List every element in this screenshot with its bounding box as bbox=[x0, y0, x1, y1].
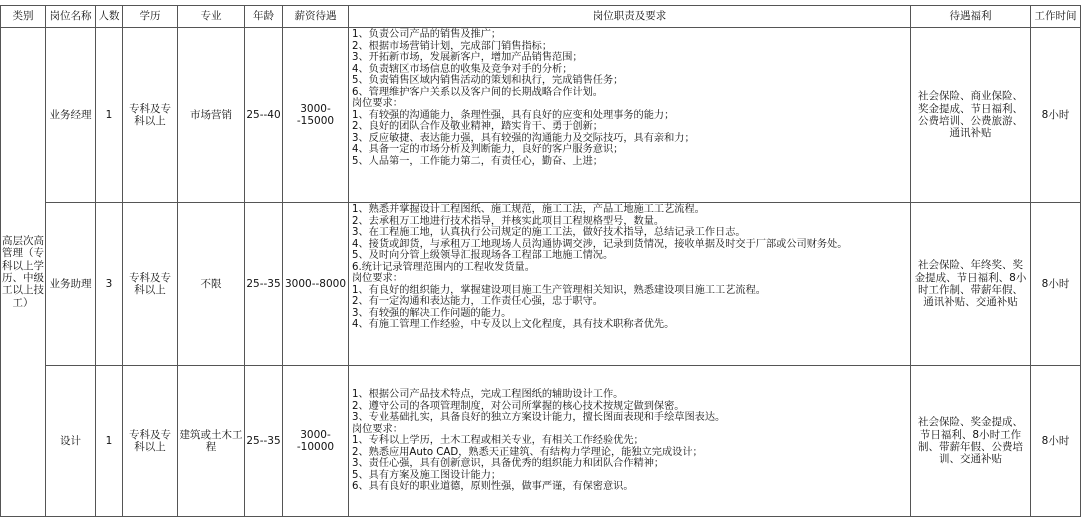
duty-line: 2、遵守公司的各项管理制度，对公司所掌握的核心技术按规定做到保密。 bbox=[352, 400, 685, 412]
duty-line: 1、根据公司产品技术特点，完成工程图纸的辅助设计工作。 bbox=[352, 389, 624, 401]
position-cell: 业务助理 bbox=[46, 203, 96, 366]
age-cell: 25--35 bbox=[245, 203, 283, 366]
hours-cell: 8小时 bbox=[1031, 28, 1081, 203]
major-cell: 市场营销 bbox=[178, 28, 245, 203]
major-cell: 不限 bbox=[178, 203, 245, 366]
header-age: 年龄 bbox=[245, 6, 283, 28]
duty-line: 1、有良好的组织能力，掌握建设项目施工生产管理相关知识，熟悉建设项目施工工艺流程。 bbox=[352, 284, 766, 296]
major-cell: 建筑或土木工程 bbox=[178, 366, 245, 517]
duty-line: 5、具有方案及施工图设计能力； bbox=[352, 469, 502, 481]
header-salary: 薪资待遇 bbox=[283, 6, 349, 28]
category-cell: 高层次高管理（专科以上学历、中级工以上技工） bbox=[1, 28, 46, 517]
header-row bbox=[1, 6, 1081, 28]
duty-line: 1、熟悉并掌握设计工程图纸、施工规范，施工工法，产品工地施工工艺流程。 bbox=[352, 204, 705, 215]
duty-line: 5、及时向分管上级领导汇报现场各工程部工地施工情况。 bbox=[352, 250, 614, 262]
salary-cell: 3000--8000 bbox=[283, 203, 349, 366]
recruitment-table bbox=[0, 5, 1081, 517]
duty-line: 4、接货或卸货，与承租万工地现场人员沟通协调交涉，记录到货情况，接收单据及时交于厂部或公司财务处。 bbox=[352, 238, 848, 250]
duty-line: 2、去承租万工地进行技术指导，并核实此项目工程规格型号，数量。 bbox=[352, 215, 665, 227]
benefits-cell: 社会保险、商业保险、奖金提成、节日福利、公费培训、公费旅游、通讯补贴 bbox=[911, 28, 1031, 203]
duty-line: 3、反应敏捷、表达能力强，具有较强的沟通能力及交际技巧，具有亲和力； bbox=[352, 132, 695, 144]
header-duties: 岗位职责及要求 bbox=[349, 6, 911, 28]
benefits-cell: 社会保险、年终奖、奖金提成、节日福利、8小时工作制、带薪年假、通讯补贴、交通补贴 bbox=[911, 203, 1031, 366]
header-major: 专业 bbox=[178, 6, 245, 28]
duty-line: 3、专业基础扎实，具备良好的独立方案设计能力，擅长图面表现和手绘草图表达。 bbox=[352, 412, 726, 424]
position-cell: 业务经理 bbox=[46, 28, 96, 203]
duty-line: 2、有一定沟通和表达能力，工作责任心强，忠于职守。 bbox=[352, 296, 603, 308]
duty-line: 1、负责公司产品的销售及推广； bbox=[352, 29, 502, 40]
duty-line: 1、有较强的沟通能力，条理性强，具有良好的应变和处理事务的能力； bbox=[352, 109, 675, 121]
count-cell: 1 bbox=[96, 28, 123, 203]
education-cell: 专科及专科以上 bbox=[123, 203, 178, 366]
table-row bbox=[1, 28, 1081, 203]
header-count: 人数 bbox=[96, 6, 123, 28]
education-cell: 专科及专科以上 bbox=[123, 28, 178, 203]
duty-line: 3、责任心强，具有创新意识，具备优秀的组织能力和团队合作精神； bbox=[352, 458, 665, 470]
duty-line: 4、具备一定的市场分析及判断能力，良好的客户服务意识； bbox=[352, 144, 624, 156]
header-category: 类别 bbox=[1, 6, 46, 28]
duty-line: 6、具有良好的职业道德，原则性强，做事严谨，有保密意识。 bbox=[352, 481, 634, 493]
duty-line: 5、负责销售区域内销售活动的策划和执行，完成销售任务； bbox=[352, 75, 624, 87]
table-row bbox=[1, 203, 1081, 366]
count-cell: 1 bbox=[96, 366, 123, 517]
duty-line: 2、根据市场营销计划，完成部门销售指标； bbox=[352, 40, 553, 52]
duty-line: 6.统计记录管理范围内的工程收发货量。 bbox=[352, 261, 535, 273]
duty-line: 岗位要求： bbox=[352, 423, 403, 435]
position-cell: 设计 bbox=[46, 366, 96, 517]
header-position: 岗位名称 bbox=[46, 6, 96, 28]
education-cell: 专科及专科以上 bbox=[123, 366, 178, 517]
duty-line: 1、专科以上学历，土木工程或相关专业，有相关工作经验优先； bbox=[352, 435, 644, 447]
duties-cell bbox=[349, 203, 911, 366]
duty-line: 3、在工程施工地，认真执行公司规定的施工工法，做好技术指导，总结记录工作日志。 bbox=[352, 227, 746, 239]
age-cell: 25--35 bbox=[245, 366, 283, 517]
salary-cell: 3000--15000 bbox=[283, 28, 349, 203]
count-cell: 3 bbox=[96, 203, 123, 366]
duty-line: 6、管理维护客户关系以及客户间的长期战略合作计划。 bbox=[352, 86, 603, 98]
salary-cell: 3000--10000 bbox=[283, 366, 349, 517]
header-education: 学历 bbox=[123, 6, 178, 28]
hours-cell: 8小时 bbox=[1031, 366, 1081, 517]
duties-cell bbox=[349, 28, 911, 203]
table-row bbox=[1, 366, 1081, 517]
duty-line: 4、负责辖区市场信息的收集及竞争对手的分析； bbox=[352, 63, 573, 75]
header-hours: 工作时间 bbox=[1031, 6, 1081, 28]
header-benefits: 待遇福利 bbox=[911, 6, 1031, 28]
age-cell: 25--40 bbox=[245, 28, 283, 203]
duty-line: 3、有较强的解决工作问题的能力。 bbox=[352, 307, 512, 319]
duty-line: 5、人品第一，工作能力第二，有责任心，勤奋、上进； bbox=[352, 156, 603, 168]
duty-line: 岗位要求： bbox=[352, 98, 403, 110]
benefits-cell: 社会保险、奖金提成、节日福利、8小时工作制、带薪年假、公费培训、交通补贴 bbox=[911, 366, 1031, 517]
duty-line: 2、良好的团队合作及敬业精神，踏实肯干、勇于创新； bbox=[352, 121, 603, 133]
duty-line: 2、熟悉应用Auto CAD，熟悉天正建筑、有结构力学理论，能独立完成设计； bbox=[352, 446, 703, 458]
duty-line: 3、开拓新市场，发展新客户，增加产品销售范围； bbox=[352, 52, 583, 64]
duty-line: 岗位要求： bbox=[352, 273, 403, 285]
duties-cell bbox=[349, 366, 911, 517]
hours-cell: 8小时 bbox=[1031, 203, 1081, 366]
duty-line: 4、有施工管理工作经验，中专及以上文化程度，具有技术职称者优先。 bbox=[352, 319, 675, 331]
